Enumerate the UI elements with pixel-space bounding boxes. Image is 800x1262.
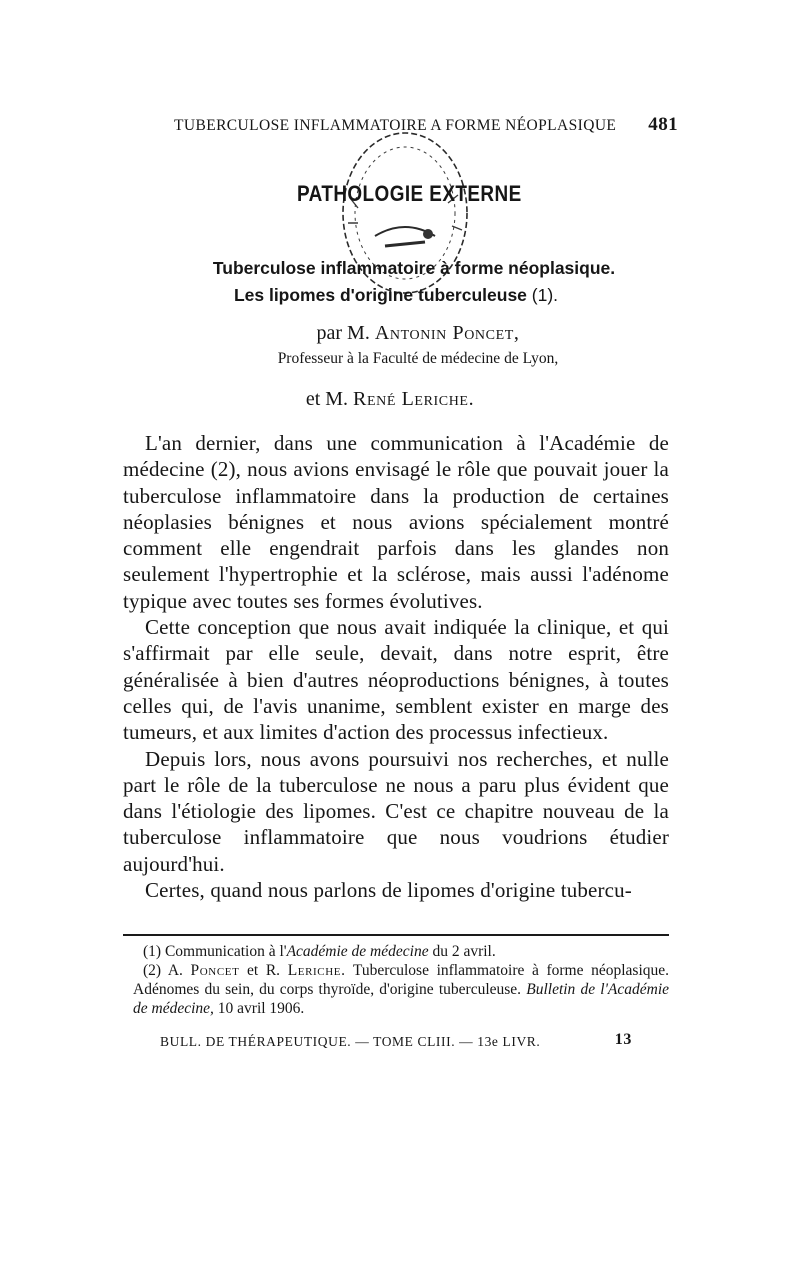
footer-text: BULL. DE THÉRAPEUTIQUE. — TOME CLIII. — 13e LIVR. [160, 1034, 541, 1049]
footnote-mark: (1) [143, 943, 162, 960]
paragraph: Depuis lors, nous avons poursuivi nos recherches, et nulle part le rôle de la tuberculose ne nous a paru plus évident que dans l'étiologie des lipomes. C'est ce chapitre nouveau de la tuberculose inflammatoire que nous voudrions étudier aujourd'hui. [123, 746, 669, 876]
author-name: Antonin Poncet, [374, 322, 520, 344]
footnote-italic: Académie de médecine [286, 943, 429, 960]
paragraph: Certes, quand nous parlons de lipomes d'origine tubercu- [145, 878, 632, 903]
footnotes [133, 942, 669, 1018]
footnote-text: et R. [247, 962, 281, 979]
paragraph: Cette conception que nous avait indiquée la clinique, et qui s'affirmait par elle seule, devait, dans notre esprit, être généralisée à bien d'autres néoproductions bénignes, à toutes celles qui, de l'avis unanime, semblent exister en marge des tumeurs, et aux limites d'action des processus infectieux. [123, 615, 669, 745]
running-head-title: TUBERCULOSE INFLAMMATOIRE A FORME NÉOPLASIQUE [174, 117, 617, 134]
footnote-1 [143, 942, 669, 961]
paragraph: L'an dernier, dans une communication à l'Académie de médecine (2), nous avions envisagé le rôle que pouvait jouer la tuberculose inflammatoire dans la production de certaines néoplasies bénignes et nous avions spécialement montré comment elle engendrait parfois dans les glandes non seulement l'hypertrophie et la sclérose, mais aussi l'adénome typique avec toutes ses formes évolutives. [123, 431, 669, 613]
article-title-line-1: Tuberculose inflammatoire à forme néoplasique. [212, 258, 616, 278]
footnote-author: Leriche. [287, 962, 346, 979]
section-title: PATHOLOGIE EXTERNE [297, 181, 522, 206]
footnote-ref: (1). [531, 285, 559, 305]
footnote-text: Communication à l' [164, 943, 287, 960]
author-prefix: par M. [316, 322, 370, 344]
author-affiliation: Professeur à la Faculté de médecine de Lyon, [277, 350, 559, 367]
footnote-text: Tuberculose inflammatoire à forme néoplasique. Adénomes du sein, du corps thyroïde, d'origine tuberculeuse. [133, 962, 670, 998]
footnote-text: du 2 avril. [432, 943, 496, 960]
footnote-rule [123, 934, 669, 936]
signature-mark: 13 [614, 1031, 632, 1048]
footnote-2 [133, 961, 669, 1018]
footnote-italic: Bulletin de l'Académie de médecine, [133, 981, 669, 1017]
page-number: 481 [648, 114, 678, 135]
footnote-author: Poncet [190, 962, 240, 979]
page-footer [160, 1031, 632, 1050]
author-line-2 [0, 388, 790, 411]
author-prefix: et M. [305, 388, 349, 410]
article-title-text: Les lipomes d'origine tuberculeuse [233, 285, 527, 305]
body-text [123, 430, 669, 903]
author-line-1 [18, 322, 800, 345]
footnote-mark: (2) A. [143, 962, 183, 979]
footnote-date: 10 avril 1906. [217, 1000, 305, 1017]
article-title-line-2 [0, 285, 796, 306]
author-name: René Leriche. [353, 388, 475, 410]
